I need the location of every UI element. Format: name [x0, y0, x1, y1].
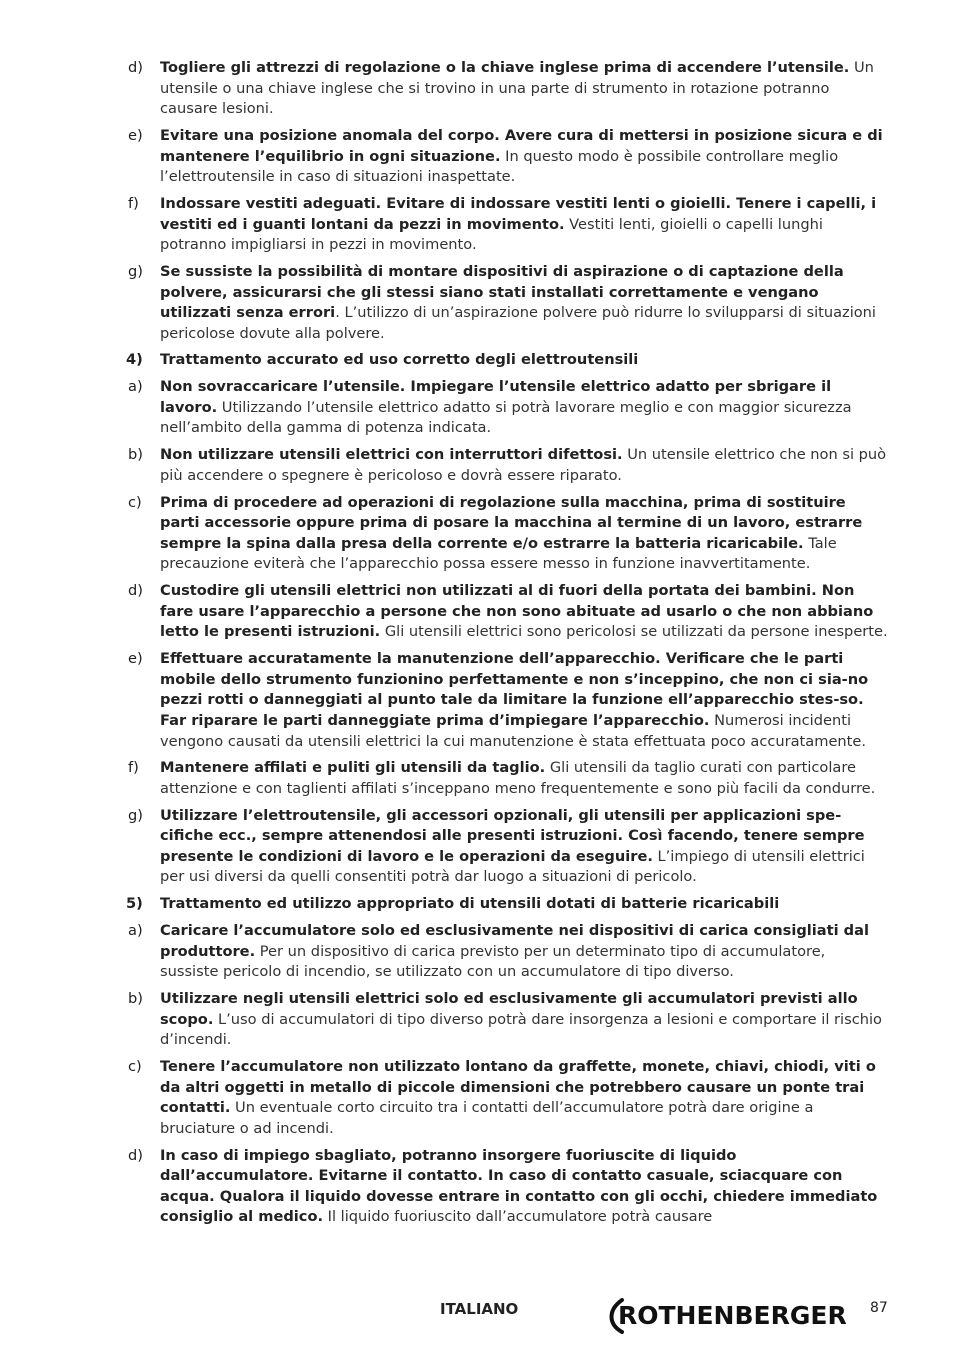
- item-label: g): [128, 806, 143, 824]
- item-label: d): [128, 582, 143, 600]
- page-footer: [0, 1296, 954, 1336]
- list-item: [0, 1146, 888, 1228]
- item-label: 4): [126, 351, 143, 369]
- item-label: f): [128, 759, 139, 777]
- rothenberger-logo: [606, 1296, 856, 1336]
- item-bold-text: Caricare l’accumulatore solo ed esclusivamente nei dispositivi di carica consigliati dal produttore.: [160, 922, 869, 960]
- item-bold-text: Utilizzare negli utensili elettrici solo ed esclusivamente gli accumulatori previsti allo scopo.: [160, 989, 858, 1028]
- list-item: [0, 493, 888, 575]
- list-item: [0, 806, 888, 888]
- item-label: a): [128, 922, 143, 939]
- item-bold-text: Non utilizzare utensili elettrici con interruttori difettosi.: [160, 446, 623, 464]
- item-label: g): [128, 262, 143, 280]
- item-text: Il liquido fuoriuscito dall’accumulatore potrà causare: [323, 1208, 713, 1226]
- item-text: Un eventuale corto circuito tra i contatti dell’accumulatore potrà dare origine a bruciature o ad incendi.: [160, 1099, 814, 1137]
- list-item: [0, 758, 888, 799]
- item-label: 5): [126, 895, 143, 913]
- item-text: Un utensile elettrico che non si può più accendere o spegnere è pericoloso e dovrà essere riparato.: [160, 446, 887, 484]
- item-bold-text: Togliere gli attrezzi di regolazione o la chiave inglese prima di accendere l’utensile.: [160, 59, 850, 76]
- item-bold-text: Indossare vestiti adeguati. Evitare di indossare vestiti lenti o gioielli. Tenere i capelli, i vestiti ed i guanti lontani da pezzi in movimento.: [160, 194, 877, 233]
- item-text: Numerosi incidenti vengono causati da utensili elettrici la cui manutenzione è stata effettuata poco accuratamente.: [160, 711, 867, 750]
- item-label: e): [128, 126, 143, 144]
- item-label: b): [128, 446, 143, 464]
- item-text: Per un dispositivo di carica previsto per un determinato tipo di accumulatore, sussiste pericolo di incendio, se utilizzato con un accumulatore di tipo diverso.: [160, 942, 826, 981]
- item-label: f): [128, 194, 139, 212]
- page-number: 87: [870, 1300, 888, 1316]
- item-text: Gli utensili elettrici sono pericolosi se utilizzati da persone inesperte.: [380, 623, 888, 641]
- item-bold-text: Prima di procedere ad operazioni di regolazione sulla macchina, prima di sostituire parti accessorie oppure prima di posare la macchina al termine di un lavoro, estrarre sempre la spina dalla presa della corrente e/o estrarre la batteria ricaricabile.: [160, 493, 863, 552]
- item-bold-text: Non sovraccaricare l’utensile. Impiegare l’utensile elettrico adatto per sbrigare il lavoro.: [160, 378, 832, 416]
- list-item: [0, 58, 888, 120]
- list-item: [0, 126, 888, 188]
- item-label: e): [128, 650, 143, 668]
- item-text: In questo modo è possibile controllare meglio l’elettroutensile in caso di situazioni inaspettate.: [160, 147, 839, 186]
- brand-wordmark: ROTHENBERGER: [618, 1301, 847, 1330]
- list-item: [0, 194, 888, 256]
- item-text: Tale precauzione eviterà che l’apparecchio possa essere messo in funzione inavvertitamente.: [160, 534, 837, 573]
- section-heading: [0, 350, 888, 371]
- item-bold-text: Mantenere affilati e puliti gli utensili da taglio.: [160, 759, 546, 777]
- item-label: b): [128, 989, 143, 1007]
- item-text: Utilizzando l’utensile elettrico adatto si potrà lavorare meglio e con maggior sicurezza nell’ambito della gamma di potenza indicata.: [160, 398, 852, 437]
- item-label: d): [128, 1146, 143, 1164]
- list-item: [0, 445, 888, 486]
- item-bold-text: Custodire gli utensili elettrici non utilizzati al di fuori della portata dei bambini. Non fare usare l’apparecchio a persone che non sono abituate ad usarlo o che non abbiano letto le presenti istruzioni.: [160, 582, 874, 641]
- language-label: ITALIANO: [440, 1300, 519, 1318]
- item-bold-text: Se sussiste la possibilità di montare dispositivi di aspirazione o di captazione della polvere, assicurarsi che gli stessi siano stati installati correttamente e vengano utilizzati senza errori: [160, 262, 844, 322]
- item-bold-text: Trattamento accurato ed uso corretto degli elettroutensili: [160, 351, 639, 369]
- item-bold-text: Evitare una posizione anomala del corpo. Avere cura di mettersi in posizione sicura e di mantenere l’equilibrio in ogni situazione.: [160, 126, 883, 165]
- item-label: d): [128, 59, 143, 76]
- item-bold-text: Effettuare accuratamente la manutenzione dell’apparecchio. Verificare che le parti mobile dello strumento funzionino perfettamente e non s’inceppino, che non ci sia-no pezzi rotti o danneggiati al punto tale da limitare la funzione ell’apparecchio stes-so. Far riparare le parti danneggiate prima d’impiegare l’apparecchio.: [160, 650, 869, 729]
- item-text: Vestiti lenti, gioielli o capelli lunghi potranno impigliarsi in pezzi in movimento.: [160, 215, 823, 254]
- list-item: [0, 649, 888, 752]
- item-bold-text: Tenere l’accumulatore non utilizzato lontano da graffette, monete, chiavi, chiodi, viti o da altri oggetti in metallo di piccole dimensioni che potrebbero causare un ponte trai contatti.: [160, 1057, 876, 1117]
- item-text: Un utensile o una chiave inglese che si trovino in una parte di strumento in rotazione potranno causare lesioni.: [160, 59, 874, 118]
- item-bold-text: In caso di impiego sbagliato, potranno insorgere fuoriuscite di liquido dall’accumulatore. Evitarne il contatto. In caso di contatto casuale, sciacquare con acqua. Qualora il liquido dovesse entrare in contatto con gli occhi, chiedere immediato consiglio al medico.: [160, 1146, 878, 1226]
- item-text: L’impiego di utensili elettrici per usi diversi da quelli consentiti potrà dar luogo a situazioni di pericolo.: [160, 847, 865, 886]
- item-bold-text: Utilizzare l’elettroutensile, gli accessori opzionali, gli utensili per applicazioni spe-cifiche ecc., sempre attenendosi alle presenti istruzioni. Così facendo, tenere sempre presente le condizioni di lavoro e le operazioni da eseguire.: [160, 806, 865, 865]
- list-item: [0, 262, 888, 344]
- list-item: [0, 377, 888, 439]
- list-item: [0, 581, 888, 643]
- item-bold-text: Trattamento ed utilizzo appropriato di utensili dotati di batterie ricaricabili: [160, 895, 780, 913]
- item-label: c): [128, 1057, 142, 1075]
- section-heading: [0, 894, 888, 915]
- list-item: [0, 921, 888, 983]
- list-item: [0, 989, 888, 1051]
- list-item: [0, 1057, 888, 1139]
- item-text: . L’utilizzo di un’aspirazione polvere può ridurre lo svilupparsi di situazioni pericolose dovute alla polvere.: [160, 304, 876, 342]
- item-label: a): [128, 378, 143, 396]
- document-body: [0, 58, 954, 1234]
- item-text: Gli utensili da taglio curati con particolare attenzione e con taglienti affilati s’inceppano meno frequentemente e sono più facili da condurre.: [160, 759, 876, 797]
- item-text: L’uso di accumulatori di tipo diverso potrà dare insorgenza a lesioni e comportare il rischio d’incendi.: [160, 1010, 882, 1049]
- item-label: c): [128, 493, 142, 511]
